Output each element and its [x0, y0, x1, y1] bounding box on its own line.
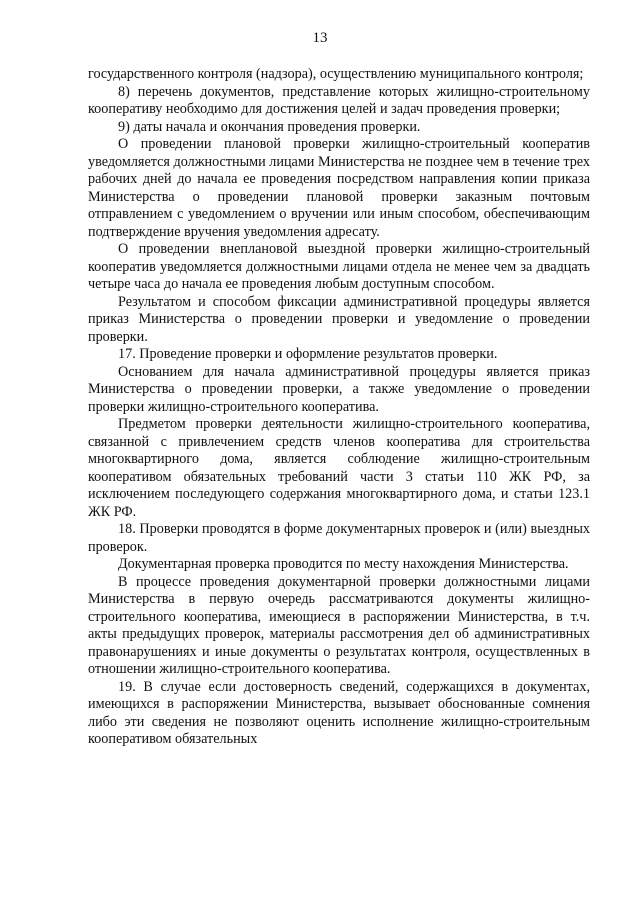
paragraph-2: 8) перечень документов, представление которых жилищно-строительному кооперативу необходимо для достижения целей и задач проведения проверки;: [88, 83, 590, 117]
paragraph-4: О проведении плановой проверки жилищно-строительный кооператив уведомляется должностными лицами Министерства не позднее чем в течение трех рабочих дней до начала ее проведения посредством направления копии приказа Министерства о проведении плановой проверки заказным почтовым отправлением с уведомлением о вручении или иным способом, обеспечивающим подтверждение вручения уведомления адресату.: [88, 136, 590, 240]
paragraph-11: Документарная проверка проводится по месту нахождения Министерства.: [118, 556, 569, 572]
paragraph-5: О проведении внеплановой выездной проверки жилищно-строительный кооператив уведомляется должностными лицами отдела не менее чем за двадцать четыре часа до начала ее проведения любым доступным способом.: [88, 241, 590, 292]
paragraph-13: 19. В случае если достоверность сведений, содержащихся в документах, имеющихся в распоряжении Министерства, вызывает обоснованные сомнения либо эти сведения не позволяют оценить исполнение жилищно-строительным кооперативом обязательных: [88, 678, 590, 747]
paragraph-6: Результатом и способом фиксации административной процедуры является приказ Министерства о проведении проверки и уведомление о проведении проверки.: [88, 293, 590, 345]
paragraph-3: 9) даты начала и окончания проведения проверки.: [118, 118, 421, 135]
paragraph-12: В процессе проведения документарной проверки должностными лицами Министерства в первую очередь рассматриваются документы жилищно-строительного кооператива, имеющиеся в распоряжении Министерства, в т.ч. акты предыдущих проверок, материалы рассмотрения дел об административных правонарушениях и иные документы о результатах контроля, осуществленных в отношении жилищно-строительного кооператива.: [88, 573, 590, 677]
paragraph-8: Основанием для начала административной процедуры является приказ Министерства о проведении проверки, а также уведомление о проведении проверки жилищно-строительного кооператива.: [88, 363, 590, 415]
document-body: [88, 66, 590, 749]
paragraph-7: 17. Проведение проверки и оформление результатов проверки.: [118, 346, 498, 362]
paragraph-1: государственного контроля (надзора), осуществлению муниципального контроля;: [88, 66, 584, 82]
page-number: 13: [312, 30, 328, 46]
paragraph-9: Предметом проверки деятельности жилищно-строительного кооператива, связанной с привлечением средств членов кооператива для строительства многоквартирного дома, является соблюдение жилищно-строительным кооперативом обязательных требований части 3 статьи 110 ЖК РФ, за исключением последующего содержания многоквартирного дома, и статьи 123.1 ЖК РФ.: [88, 416, 590, 520]
paragraph-10: 18. Проверки проводятся в форме документарных проверок и (или) выездных проверок.: [88, 521, 590, 555]
